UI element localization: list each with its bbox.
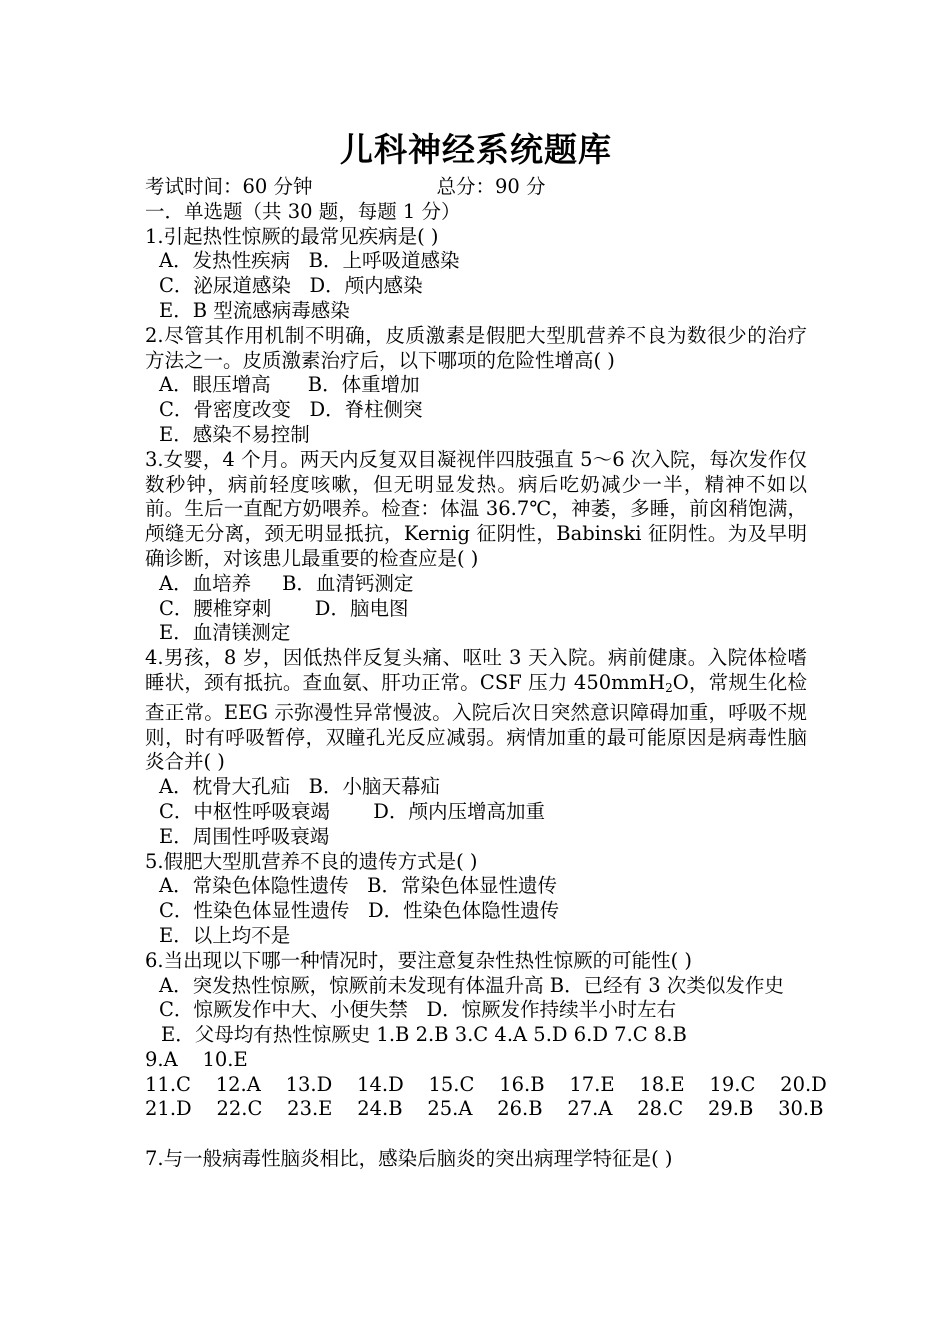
question-stem: 3.女婴，4 个月。两天内反复双目凝视伴四肢强直 5～6 次入院，每次发作仅数秒钟，病前轻度咳嗽，但无明显发热。病后吃奶减少一半，精神不如以前。生后一直配方奶喂养。检查：体温 36.7℃，神萎，多睡，前囟稍饱满，颅缝无分离，颈无明显抵抗，Kernig 征阴性，Babinski 征阴性。为及早明确诊断，对该患儿最重要的检查应是( ) bbox=[145, 447, 807, 570]
question-7 bbox=[145, 1147, 807, 1172]
option-line: A．发热性疾病 B．上呼吸道感染 bbox=[159, 249, 460, 273]
option-line: C．腰椎穿刺 D．脑电图 bbox=[159, 596, 409, 620]
exam-info: 考试时间：60 分钟 总分：90 分 bbox=[145, 175, 546, 198]
option-line: E．以上均不是 bbox=[159, 923, 291, 947]
option-line: C．泌尿道感染 D．颅内感染 bbox=[159, 274, 423, 298]
question-stem-part: 4.男孩，8 岁，因低热伴反复头痛、呕吐 3 天入院。病前健康。入院体检嗜睡状，颈有抵抗。查血氨、肝功正常。CSF 压力 450mmH bbox=[145, 646, 807, 694]
option-line: A．血培养 B．血清钙测定 bbox=[159, 571, 414, 595]
option-line: E．周围性呼吸衰竭 bbox=[159, 824, 330, 848]
question-stem: 7.与一般病毒性脑炎相比，感染后脑炎的突出病理学特征是( ) bbox=[145, 1147, 673, 1171]
option-line: A．眼压增高 B．体重增加 bbox=[159, 373, 420, 397]
question-6 bbox=[145, 949, 807, 1048]
option-line: E．血清镁测定 bbox=[159, 621, 291, 645]
answer-row: 21.D 22.C 23.E 24.B 25.A 26.B 27.A 28.C 29.B 30.B bbox=[145, 1097, 824, 1121]
answer-key bbox=[145, 1047, 827, 1122]
question-stem bbox=[145, 646, 807, 775]
subscript: 2 bbox=[665, 680, 673, 695]
question-1 bbox=[145, 225, 807, 324]
question-4 bbox=[145, 646, 807, 849]
option-line: E．感染不易控制 bbox=[159, 422, 310, 446]
section-heading: 一．单选题（共 30 题，每题 1 分） bbox=[145, 199, 461, 223]
question-5 bbox=[145, 850, 807, 949]
option-line: C．骨密度改变 D．脊柱侧突 bbox=[159, 398, 423, 422]
question-stem: 5.假肥大型肌营养不良的遗传方式是( ) bbox=[145, 849, 478, 873]
answer-row: 11.C 12.A 13.D 14.D 15.C 16.B 17.E 18.E 19.C 20.D bbox=[145, 1072, 827, 1096]
question-stem: 6.当出现以下哪一种情况时，要注意复杂性热性惊厥的可能性( ) bbox=[145, 948, 693, 972]
option-line: A．突发热性惊厥，惊厥前未发现有体温升高 B．已经有 3 次类似发作史 bbox=[159, 973, 784, 997]
question-stem: 1.引起热性惊厥的最常见疾病是( ) bbox=[145, 224, 439, 248]
page-title: 儿科神经系统题库 bbox=[340, 130, 612, 169]
question-3 bbox=[145, 448, 807, 646]
option-line: E．B 型流感病毒感染 bbox=[159, 298, 350, 322]
question-stem-part: O，常规生化检查正常。EEG 示弥漫性异常慢波。入院后次日突然意识障碍加重，呼吸不规则，时有呼吸暂停，双瞳孔光反应减弱。病情加重的最可能原因是病毒性脑炎合并( ) bbox=[145, 670, 807, 774]
document-content bbox=[145, 125, 827, 1172]
blank-line bbox=[145, 1122, 807, 1147]
option-line: C．惊厥发作中大、小便失禁 D．惊厥发作持续半小时左右 bbox=[159, 998, 677, 1022]
option-line: E．父母均有热性惊厥史 1.B 2.B 3.C 4.A 5.D 6.D 7.C 8.B bbox=[161, 1023, 687, 1047]
option-line: C．中枢性呼吸衰竭 D．颅内压增高加重 bbox=[159, 799, 545, 823]
question-stem: 2.尽管其作用机制不明确，皮质激素是假肥大型肌营养不良为数很少的治疗方法之一。皮质激素治疗后，以下哪项的危险性增高( ) bbox=[145, 323, 807, 372]
answer-row: 9.A 10.E bbox=[145, 1047, 248, 1071]
option-line: A．常染色体隐性遗传 B．常染色体显性遗传 bbox=[159, 874, 558, 898]
option-line: A．枕骨大孔疝 B．小脑天幕疝 bbox=[159, 775, 441, 799]
question-2 bbox=[145, 324, 807, 448]
option-line: C．性染色体显性遗传 D．性染色体隐性遗传 bbox=[159, 899, 560, 923]
